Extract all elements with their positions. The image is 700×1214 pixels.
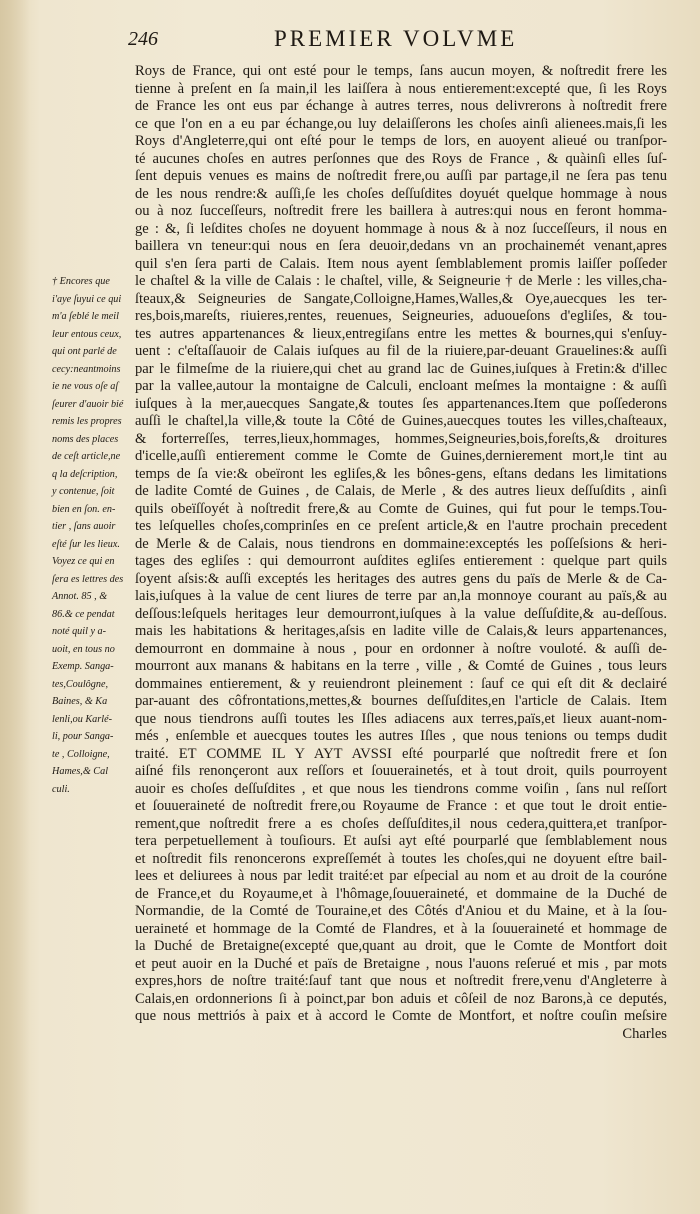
text-line: auſſi le chaſtel,la ville,& toute la Côté de Guines,auecques toutes les villes,chaſteaux, bbox=[135, 413, 667, 429]
text-line: de ladite Comté de Guines , de Calais, de Merle , & des autres lieux deſſuſdits , ainſi bbox=[135, 483, 667, 499]
margin-note-line: noms des places bbox=[52, 433, 119, 445]
margin-note bbox=[52, 273, 142, 798]
text-line: d'icelle,auſſi entierement comme le Comte de Guines,dernierement mort,le tint au bbox=[135, 448, 667, 464]
text-line: més , enſemble et auecques toutes les autres Iſles , que nous tenions ou temps dudit bbox=[135, 728, 667, 744]
text-line: & forterreſſes, terres,lieux,hommages, hommes,Seigneuries,bois,foreſts,& droitures bbox=[135, 430, 667, 447]
text-line: tienne à preſent en ſa main,il les laiſſera à nous entierement:excepté que, ſi les Roys bbox=[135, 80, 667, 97]
text-line: par la vallee,autour la montaigne de Calculi, encloant meſmes la montaigne : & auſſi bbox=[135, 378, 667, 394]
body-text bbox=[135, 63, 667, 1043]
text-line: ou à noz ſucceſſeurs, noſtredit frere les baillera à autres:qui nous en feront homma- bbox=[135, 203, 667, 219]
margin-note-line: cecy:neantmoins bbox=[52, 363, 121, 375]
margin-note-line: † Encores que bbox=[52, 276, 110, 287]
text-line: de France,et du Royaume,et à l'hômage,ſouueraineté, et dommaine de la Duché de bbox=[135, 885, 667, 902]
margin-note-line: m'a ſeblé le meil bbox=[52, 311, 119, 322]
text-line: Roys d'Angleterre,qui ont eſté pour le temps de lors, en auoyent alieué ou tranſpor- bbox=[135, 133, 667, 149]
text-line: baillera vn teneur:qui nous en ſera deuoir,dedans vn an prochainemét venant,apres bbox=[135, 238, 667, 254]
margin-note-line: Hames,& Cal bbox=[52, 766, 109, 777]
text-line: par le filmeſme de la riuiere,qui chet au grand lac de Guines,iuſques à Fretin:& d'illec bbox=[135, 360, 667, 377]
margin-note-line: tes,Coulôgne, bbox=[52, 678, 109, 690]
text-line: res,bois,mareſts, riuieres,rentes, reuenues, Seigneuries, aduoueſons d'egliſes, & tou- bbox=[135, 308, 667, 324]
margin-note-line: de ceſt article,ne bbox=[52, 451, 121, 462]
margin-note-line: ſera es lettres des bbox=[52, 573, 124, 585]
text-line: et ſouueraineté de noſtredit frere,ou Royaume de France : et que tout le droit entie- bbox=[135, 798, 667, 814]
margin-note-line: te , Colloigne, bbox=[52, 748, 110, 760]
text-line: lees et deliurees à nous par ledit traité:et par eſpecial au nom et au droit de la couróne bbox=[135, 868, 667, 884]
text-line: ſoyent aſsis:& auſſi exceptés les heritages des autres gens du païs de Merle & de Ca- bbox=[135, 570, 667, 587]
gutter-shadow bbox=[0, 0, 30, 1214]
margin-note-line: noté quil y a- bbox=[52, 626, 107, 637]
text-line: et peut auoir en la Duché et païs de Bretaigne , nous l'auons reſerué et mis , par mots bbox=[135, 955, 667, 972]
text-line: traité. ET COMME IL Y AYT AVSSI eſté pourparlé que noſtredit frere et ſon bbox=[135, 745, 667, 762]
text-line: la Duché de Bretaigne(excepté que,quant au droit, que le Comte de Montfort doit bbox=[135, 938, 667, 954]
text-line: aiſné fils renonçeront aux reſſors et ſouuerainetés, et à tout droit, quils pourroyent bbox=[135, 763, 667, 779]
margin-note-line: Baines, & Ka bbox=[52, 696, 108, 707]
margin-note-line: i'aye ſuyui ce qui bbox=[52, 293, 122, 305]
text-line: temps de ſa vie:& obeïront les egliſes,& les bônes-gens, eſtans dedans les limitations bbox=[135, 465, 667, 482]
text-line: ge : &, ſi leſdites choſes ne doyuent hommage à nous & à noz ſucceſſeurs, il nous en bbox=[135, 220, 667, 237]
margin-note-line: eſté ſur les lieux. bbox=[52, 538, 120, 550]
text-line: de les nous rendre:& auſſi,ſe les choſes deſſuſdites doyuét quelque hommage à nous bbox=[135, 185, 667, 202]
text-line: tes leſquelles choſes,comprinſes en ce preſent article,& en l'autre prochain precedent bbox=[135, 518, 667, 534]
text-line: té aucunes choſes en autres perſonnes que des Roys de France , & quàinſi elles ſuſ- bbox=[135, 150, 667, 167]
text-line: ſent depuis venues es mains de noſtredit frere,ou auſſi par partage,il ne ſera pas tenu bbox=[135, 168, 667, 184]
margin-note-line: leur entous ceux, bbox=[52, 328, 122, 340]
text-line: expres,hors de noſtre traité:ſauf tant que nous et noſtredit frere,venu d'Angleterre à bbox=[135, 973, 667, 989]
margin-note-line: culi. bbox=[52, 783, 70, 795]
text-line: Calais,en ordonnerions ſi à poinct,par bon aduis et côſeil de noz Barons,à ce deputés, bbox=[135, 990, 667, 1007]
margin-note-line: Annot. 85 , & bbox=[52, 591, 108, 602]
margin-note-line: lenli,ou Karlé- bbox=[52, 713, 112, 725]
text-line: ſteaux,& Seigneuries de Sangate,Colloigne,Hames,Walles,& Oye,auecques les ter- bbox=[135, 290, 667, 307]
margin-note-line: ie ne vous oſe aſ bbox=[52, 381, 119, 392]
text-line: iuſques à la mer,auecques Sangate,& toutes ſes appartenances.Item que poſſederons bbox=[135, 395, 667, 412]
margin-note-line: li, pour Sanga- bbox=[52, 731, 114, 742]
text-line: quils obeïſſoyét à noſtredit frere,& au Comte de Guines, qui fut pour le temps.Tou- bbox=[135, 500, 667, 517]
text-line: deſſous:leſquels heritages leur demourront,iuſques à la value deſſuſdite,& au-deſſous. bbox=[135, 605, 667, 622]
text-line: Roys de France, qui ont esté pour le temps, ſans aucun moyen, & noſtredit frere les bbox=[135, 63, 667, 79]
running-head: PREMIER VOLVME bbox=[274, 26, 518, 51]
margin-note-line: y contenue, ſoit bbox=[52, 486, 115, 497]
text-line: mourront aux manans & habitans en la terre , ville , & Comté de Guines , tous leurs bbox=[135, 658, 667, 674]
text-line: et noſtredit fils renoncerons expreſſemét à toutes les choſes,qui ne doyuent eſtre bail- bbox=[135, 850, 667, 867]
page-header bbox=[128, 26, 673, 54]
margin-note-line: q la deſcription, bbox=[52, 468, 118, 480]
margin-note-line: bien en ſon. en- bbox=[52, 503, 116, 515]
text-line: auoir es choſes deſſuſdites , et que nous les tiendrons comme voiſin , ſans nul reſſort bbox=[135, 780, 667, 797]
text-line: le chaſtel & la ville de Calais : le chaſtel, ville, & Seigneurie † de Merle : les villes,cha- bbox=[135, 273, 667, 289]
text-line: par-auant des côfrontations,mettes,& bournes deſſuſdites,en l'article de Calais. Item bbox=[135, 693, 667, 709]
text-line: de Merle & de Calais, nous tiendrons en dommaine:exceptés les poſſeſsions & heri- bbox=[135, 535, 667, 552]
margin-note-line: ſeurer d'auoir bié bbox=[52, 398, 124, 410]
margin-note-line: uoit, en tous no bbox=[52, 643, 115, 655]
text-line: tera perpetuellement à touſiours. Et auſsi ayt eſté pourparlé que ſemblablement nous bbox=[135, 833, 667, 849]
text-line: tages des egliſes : qui demourront auſdites egliſes entierement : quelque part quils bbox=[135, 553, 667, 569]
text-line: Charles bbox=[622, 1025, 667, 1042]
text-line: que nous mettriós à paix et à accord le Comte de Montfort, et noſtre couſin meſsire bbox=[135, 1008, 667, 1024]
margin-note-line: Voyez ce qui en bbox=[52, 556, 115, 567]
margin-note-line: tier , ſans auoir bbox=[52, 521, 116, 532]
text-line: rement,que noſtredit frere a es choſes deſſuſdites,il nous cedera,quittera,et tranſpor- bbox=[135, 815, 667, 832]
page-number: 246 bbox=[128, 28, 158, 50]
text-line: quil s'en ſera parti de Calais. Item nous ayent ſemblablement promis laiſſer poſſeder bbox=[135, 255, 667, 272]
margin-note-line: 86.& ce pendat bbox=[52, 608, 115, 620]
margin-note-line: remis les propres bbox=[52, 416, 122, 427]
text-line: que nous tiendrons auſſi toutes les Iſles adiacens aux terres,païs,et lieux auant-nom- bbox=[135, 710, 667, 727]
text-line: uent : c'eſtaſſauoir de Calais iuſques au fil de la riuiere,par-deuant Grauelines:& auſſi bbox=[135, 343, 667, 359]
text-line: ueraineté et hommage de la Comté de Flandres, et à la ſouueraineté et hommage de bbox=[135, 920, 667, 937]
text-line: de France les ont eus par échange à autres terres, nous delivrerons à noſtredit frere bbox=[135, 98, 667, 114]
text-line: lais,iuſques à la value de cent liures de terre par an,la monnoye courant au païs,& au bbox=[135, 588, 667, 604]
text-line: Normandie, de la Comté de Touraine,et des Côtés d'Aniou et du Maine, et à la ſou- bbox=[135, 903, 667, 919]
text-line: mais les habitations & heritages,aſsis en ladite ville de Calais,& leurs appartenances, bbox=[135, 623, 667, 639]
margin-note-line: Exemp. Sanga- bbox=[52, 661, 114, 672]
margin-note-line: qui ont parlé de bbox=[52, 346, 117, 357]
text-line: tes autres appartenances & lieux,entregiſans entre les mettes & bournes,qui s'enſuy- bbox=[135, 325, 667, 342]
text-line: ce que l'on en a eu par échange,ou luy delaiſſerons les choſes ainſi alienees.mais,ſi les bbox=[135, 115, 667, 132]
text-line: dommaines entierement, & y reuiendront pleinement : ſauf ce qui eſt dit & declairé bbox=[135, 675, 667, 692]
text-line: demourront en dommaine à nous , pour en ordonner à noſtre vouloté. & auſſi de- bbox=[135, 640, 667, 657]
